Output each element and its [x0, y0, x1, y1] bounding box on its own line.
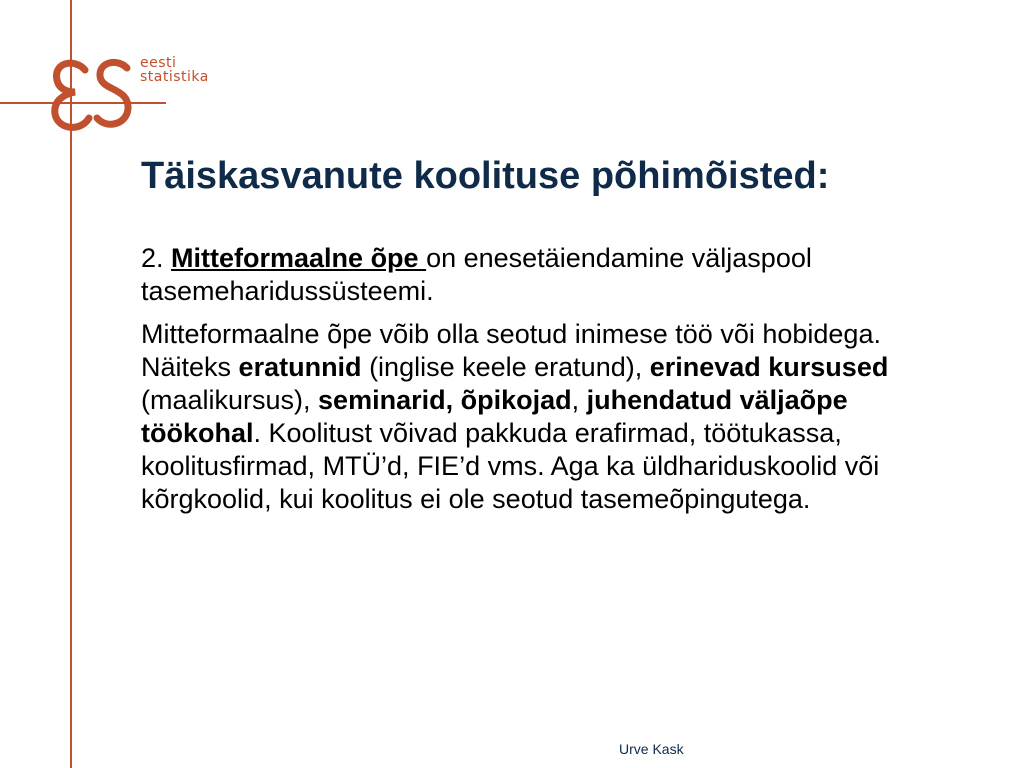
- paragraph-definition: [141, 242, 971, 308]
- paragraph-examples: [141, 318, 971, 516]
- examples-text-3: (maalikursus),: [141, 385, 319, 415]
- footer-author: Urve Kask: [619, 741, 684, 757]
- slide-body: [141, 242, 971, 526]
- eesti-statistika-logo-icon: [47, 48, 137, 138]
- logo-wordmark: [140, 56, 209, 84]
- logo-wordmark-line1: eesti: [140, 55, 177, 71]
- logo-wordmark-line2: statistika: [140, 69, 209, 85]
- examples-text-5: . Koolitust võivad pakkuda erafirmad, töötukassa, koolitusfirmad, MTÜ’d, FIE’d vms. Aga ka üldhariduskoolid või kõrgkoolid, kui koolitus ei ole seotud tasemeõpingutega.: [141, 418, 880, 514]
- term-mitteformaalne-ope: Mitteformaalne õpe: [171, 243, 427, 273]
- examples-text-2: (inglise keele eratund),: [361, 352, 650, 382]
- item-number: 2.: [141, 243, 172, 273]
- bold-seminarid-opikojad: seminarid, õpikojad: [318, 385, 572, 415]
- bold-erinevad-kursused: erinevad kursused: [649, 352, 889, 382]
- slide-title: Täiskasvanute koolituse põhimõisted:: [141, 155, 830, 197]
- definition-text: on enesetäiendamine väljaspool tasemeharidussüsteemi.: [141, 243, 812, 306]
- bold-juhendatud-valjaope: juhendatud väljaõpe töökohal: [141, 385, 848, 448]
- examples-text-4: ,: [571, 385, 587, 415]
- examples-text-1: Mitteformaalne õpe võib olla seotud inimese töö või hobidega. Näiteks: [141, 319, 881, 382]
- bold-eratunnid: eratunnid: [238, 352, 362, 382]
